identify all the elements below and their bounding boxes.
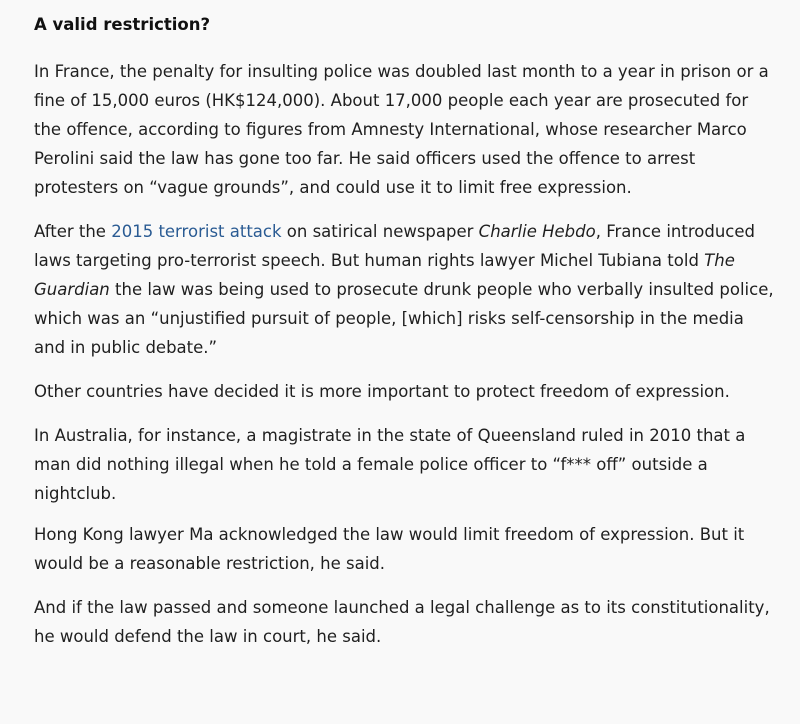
- paragraph-text: After the: [34, 222, 112, 241]
- paragraph-france-penalty: In France, the penalty for insulting police was doubled last month to a year in prison or a fine of 15,000 euros (HK$124,000). About 17,000 people each year are prosecuted for the offence, according to figures from Amnesty International, whose researcher Marco Perolini said the law has gone too far. He said officers used the offence to arrest protesters on “vague grounds”, and could use it to limit free expression.: [34, 62, 769, 197]
- terrorist-attack-link[interactable]: 2015 terrorist attack: [111, 222, 282, 241]
- paragraph-australia: In Australia, for instance, a magistrate in the state of Queensland ruled in 2010 that a man did nothing illegal when he told a female police officer to “f*** off” outside a nightclub.: [34, 426, 746, 503]
- paragraph-text: , France introduced laws targeting pro-terrorist speech. But human rights lawyer Michel Tubiana told: [34, 222, 755, 270]
- paragraph-text: on satirical newspaper: [281, 222, 479, 241]
- publication-name-charlie-hebdo: Charlie Hebdo: [478, 222, 596, 241]
- paragraph-text: the law was being used to prosecute drunk people who verbally insulted police, which was an “unjustified pursuit of people, [which] risks self-censorship in the media and in public debate.”: [34, 280, 774, 357]
- publication-name-the-guardian: The Guardian: [34, 251, 735, 299]
- paragraph-hong-kong-lawyer: Hong Kong lawyer Ma acknowledged the law would limit freedom of expression. But it would be a reasonable restriction, he said.: [34, 525, 745, 573]
- paragraph-other-countries: Other countries have decided it is more important to protect freedom of expression.: [34, 382, 730, 401]
- section-heading: A valid restriction?: [34, 15, 211, 34]
- paragraph-charlie-hebdo: [34, 217, 780, 362]
- paragraph-legal-challenge: And if the law passed and someone launched a legal challenge as to its constitutionality, he would defend the law in court, he said.: [34, 598, 770, 646]
